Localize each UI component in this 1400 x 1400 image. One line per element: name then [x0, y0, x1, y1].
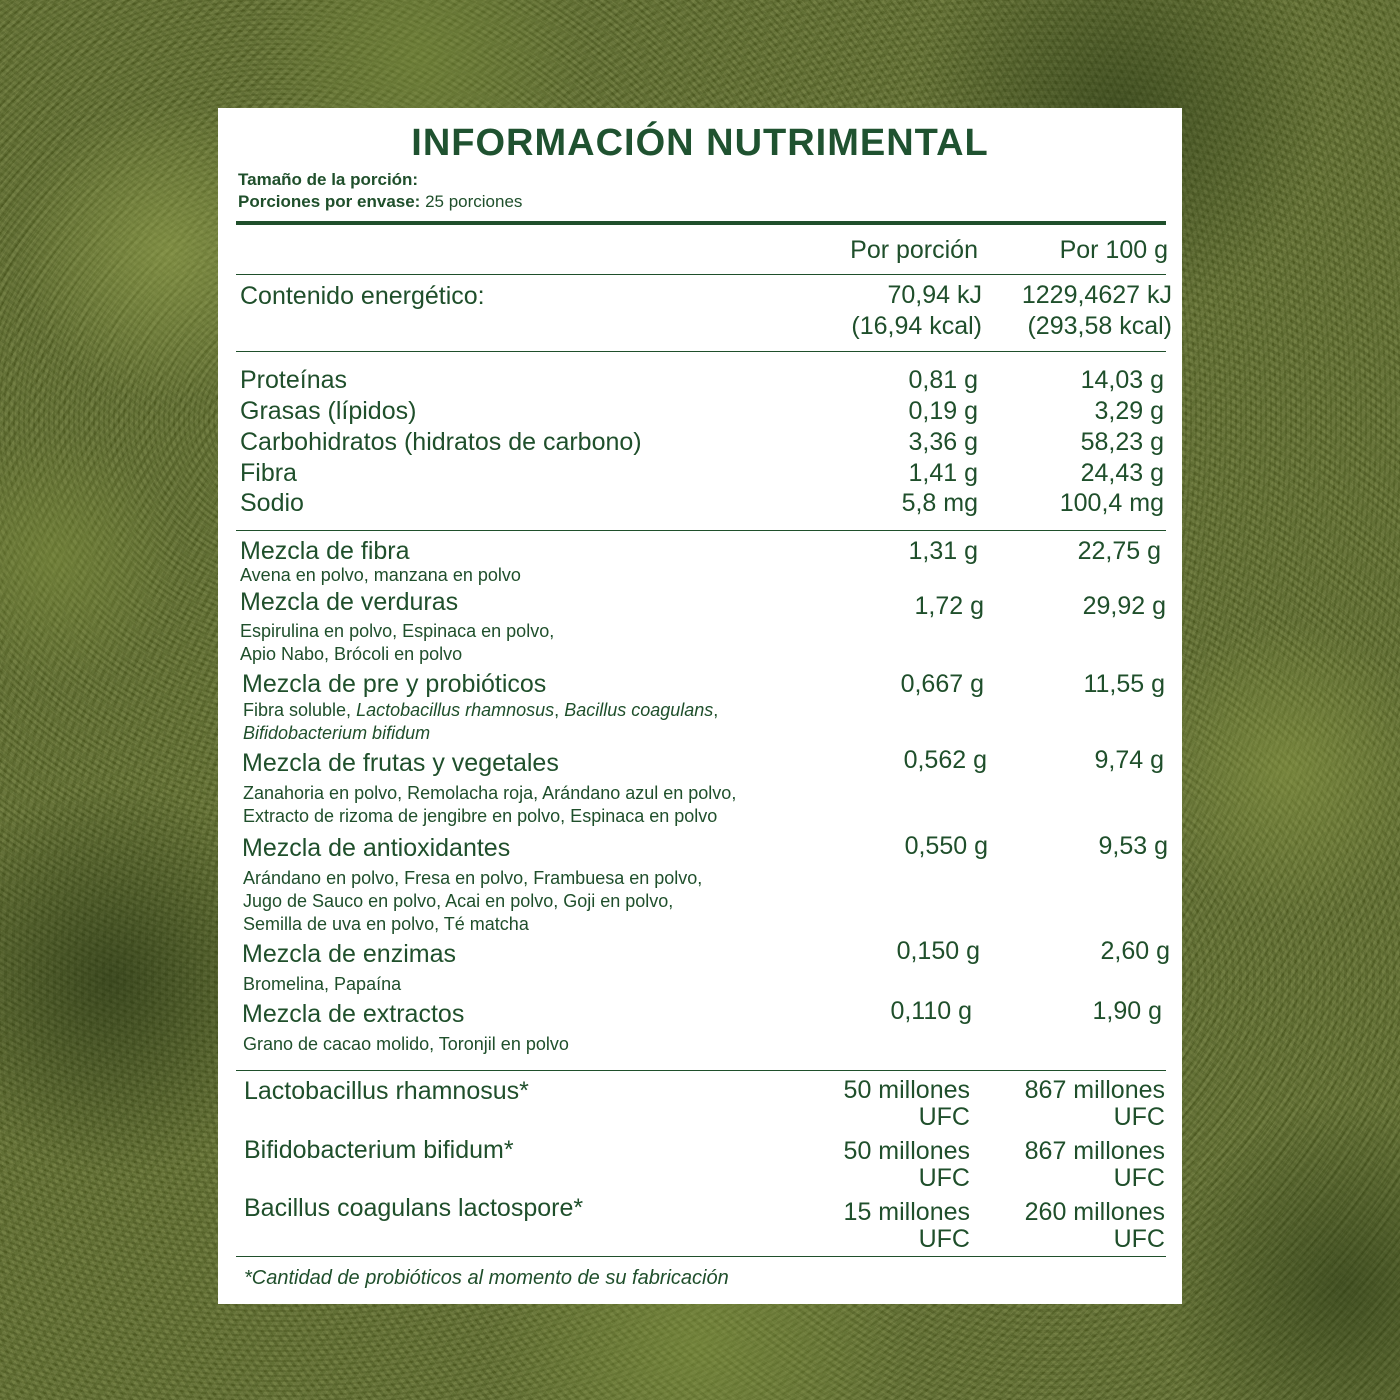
- ingredient-text: ,: [554, 700, 565, 720]
- blend-ingredients-fiber: Avena en polvo, manzana en polvo: [240, 565, 521, 585]
- ingredient-line: Arándano en polvo, Fresa en polvo, Frambuesa en polvo,: [243, 868, 703, 888]
- nutrient-name-fat: Grasas (lípidos): [240, 397, 417, 425]
- energy-per-serving-kj: 70,94 kJ: [887, 281, 982, 309]
- servings-per-pack-label: Porciones por envase:: [238, 192, 421, 211]
- blend-per-serving-prebiotics: 0,667 g: [900, 670, 984, 698]
- blend-name-prebiotics: Mezcla de pre y probióticos: [242, 670, 547, 698]
- nutrition-panel: [218, 108, 1182, 1304]
- blend-name-vegetables: Mezcla de verduras: [240, 588, 459, 616]
- blend-ingredients-vegetables: [240, 620, 554, 666]
- probiotic-unit: UFC: [1113, 1164, 1165, 1192]
- divider: [236, 221, 1166, 225]
- nutrient-per-100g-carbs: 58,23 g: [1080, 428, 1164, 456]
- ingredient-species: Lactobacillus rhamnosus: [356, 700, 555, 720]
- divider: [236, 1070, 1166, 1071]
- ingredient-line: Semilla de uva en polvo, Té matcha: [243, 914, 529, 934]
- probiotic-unit: UFC: [918, 1164, 970, 1192]
- nutrient-per-serving-fat: 0,19 g: [908, 397, 978, 425]
- blend-per-serving-fruits: 0,562 g: [903, 746, 987, 774]
- nutrient-name-sodium: Sodio: [240, 489, 304, 517]
- footnote: *Cantidad de probióticos al momento de su fabricación: [244, 1267, 729, 1289]
- nutrient-per-100g-fat: 3,29 g: [1094, 397, 1164, 425]
- column-header-per-serving: Por porción: [850, 236, 978, 264]
- ingredient-species: Bacillus coagulans: [564, 700, 714, 720]
- energy-label: Contenido energético:: [240, 282, 485, 310]
- energy-per-100g-kj: 1229,4627 kJ: [1021, 281, 1172, 309]
- probiotic-name-lactobacillus: Lactobacillus rhamnosus*: [244, 1077, 529, 1105]
- nutrient-per-serving-sodium: 5,8 mg: [901, 489, 978, 517]
- probiotic-name-bifidobacterium: Bifidobacterium bifidum*: [244, 1136, 514, 1164]
- probiotic-unit: UFC: [1113, 1103, 1165, 1131]
- probiotic-count: 50 millones: [843, 1137, 970, 1165]
- blend-name-extracts: Mezcla de extractos: [242, 1000, 465, 1028]
- blend-per-100g-fiber: 22,75 g: [1077, 537, 1161, 565]
- servings-per-pack: [238, 192, 522, 212]
- probiotic-count: 50 millones: [843, 1076, 970, 1104]
- panel-title: INFORMACIÓN NUTRIMENTAL: [411, 122, 989, 164]
- nutrient-name-carbs: Carbohidratos (hidratos de carbono): [240, 428, 642, 456]
- probiotic-count: 867 millones: [1024, 1137, 1165, 1165]
- ingredient-line: Extracto de rizoma de jengibre en polvo, Espinaca en polvo: [243, 806, 718, 826]
- blend-per-100g-fruits: 9,74 g: [1094, 746, 1164, 774]
- blend-per-100g-vegetables: 29,92 g: [1082, 592, 1166, 620]
- probiotic-per-100g-bacillus: [925, 1199, 1165, 1253]
- blend-name-antioxidants: Mezcla de antioxidantes: [242, 834, 511, 862]
- blend-per-serving-antioxidants: 0,550 g: [904, 832, 988, 860]
- blend-ingredients-antioxidants: [243, 867, 702, 936]
- blend-ingredients-extracts: Grano de cacao molido, Toronjil en polvo: [243, 1034, 569, 1054]
- blend-ingredients-fruits: [243, 782, 736, 828]
- blend-name-enzymes: Mezcla de enzimas: [242, 940, 456, 968]
- divider: [236, 1256, 1166, 1257]
- blend-per-serving-vegetables: 1,72 g: [914, 592, 984, 620]
- blend-ingredients-prebiotics: [243, 699, 718, 745]
- nutrient-per-100g-protein: 14,03 g: [1080, 366, 1164, 394]
- probiotic-unit: UFC: [918, 1225, 970, 1253]
- ingredient-line: Zanahoria en polvo, Remolacha roja, Arándano azul en polvo,: [243, 783, 737, 803]
- blend-per-serving-enzymes: 0,150 g: [896, 937, 980, 965]
- blend-per-serving-fiber: 1,31 g: [908, 537, 978, 565]
- probiotic-name-bacillus: Bacillus coagulans lactospore*: [244, 1194, 584, 1222]
- blend-ingredients-enzymes: Bromelina, Papaína: [243, 974, 402, 994]
- energy-per-serving-kcal: (16,94 kcal): [851, 312, 982, 340]
- ingredient-species: Bifidobacterium bifidum: [243, 723, 431, 743]
- nutrient-per-100g-fiber: 24,43 g: [1080, 459, 1164, 487]
- blend-per-100g-antioxidants: 9,53 g: [1098, 832, 1168, 860]
- nutrient-per-serving-carbs: 3,36 g: [908, 428, 978, 456]
- ingredient-text: ,: [713, 700, 719, 720]
- probiotic-count: 15 millones: [843, 1198, 970, 1226]
- divider: [236, 274, 1166, 275]
- energy-per-100g: [932, 282, 1172, 340]
- column-header-per-100g: Por 100 g: [1059, 236, 1168, 264]
- probiotic-count: 867 millones: [1024, 1076, 1165, 1104]
- ingredient-text: Fibra soluble,: [243, 700, 357, 720]
- divider: [236, 351, 1166, 352]
- ingredient-line: Apio Nabo, Brócoli en polvo: [240, 644, 463, 664]
- blend-name-fiber: Mezcla de fibra: [240, 537, 410, 565]
- blend-per-100g-prebiotics: 11,55 g: [1083, 670, 1165, 698]
- blend-per-100g-enzymes: 2,60 g: [1100, 937, 1170, 965]
- probiotic-unit: UFC: [1113, 1225, 1165, 1253]
- serving-size-label: Tamaño de la porción:: [238, 170, 419, 189]
- ingredient-line: [243, 722, 718, 745]
- probiotic-per-100g-bifidobacterium: [925, 1138, 1165, 1192]
- servings-per-pack-value: 25 porciones: [425, 192, 523, 211]
- energy-per-100g-kcal: (293,58 kcal): [1027, 312, 1172, 340]
- nutrient-per-serving-fiber: 1,41 g: [908, 459, 978, 487]
- nutrient-name-fiber: Fibra: [240, 459, 297, 487]
- divider: [236, 530, 1166, 531]
- nutrient-per-100g-sodium: 100,4 mg: [1059, 489, 1164, 517]
- ingredient-line: Espirulina en polvo, Espinaca en polvo,: [240, 621, 555, 641]
- blend-per-serving-extracts: 0,110 g: [890, 997, 972, 1025]
- ingredient-line: [243, 699, 718, 722]
- probiotic-count: 260 millones: [1024, 1198, 1165, 1226]
- blend-per-100g-extracts: 1,90 g: [1092, 997, 1162, 1025]
- blend-name-fruits: Mezcla de frutas y vegetales: [242, 749, 559, 777]
- probiotic-per-100g-lactobacillus: [925, 1077, 1165, 1131]
- ingredient-line: Jugo de Sauco en polvo, Acai en polvo, Goji en polvo,: [243, 891, 674, 911]
- nutrient-per-serving-protein: 0,81 g: [908, 366, 978, 394]
- probiotic-unit: UFC: [918, 1103, 970, 1131]
- nutrient-name-protein: Proteínas: [240, 366, 348, 394]
